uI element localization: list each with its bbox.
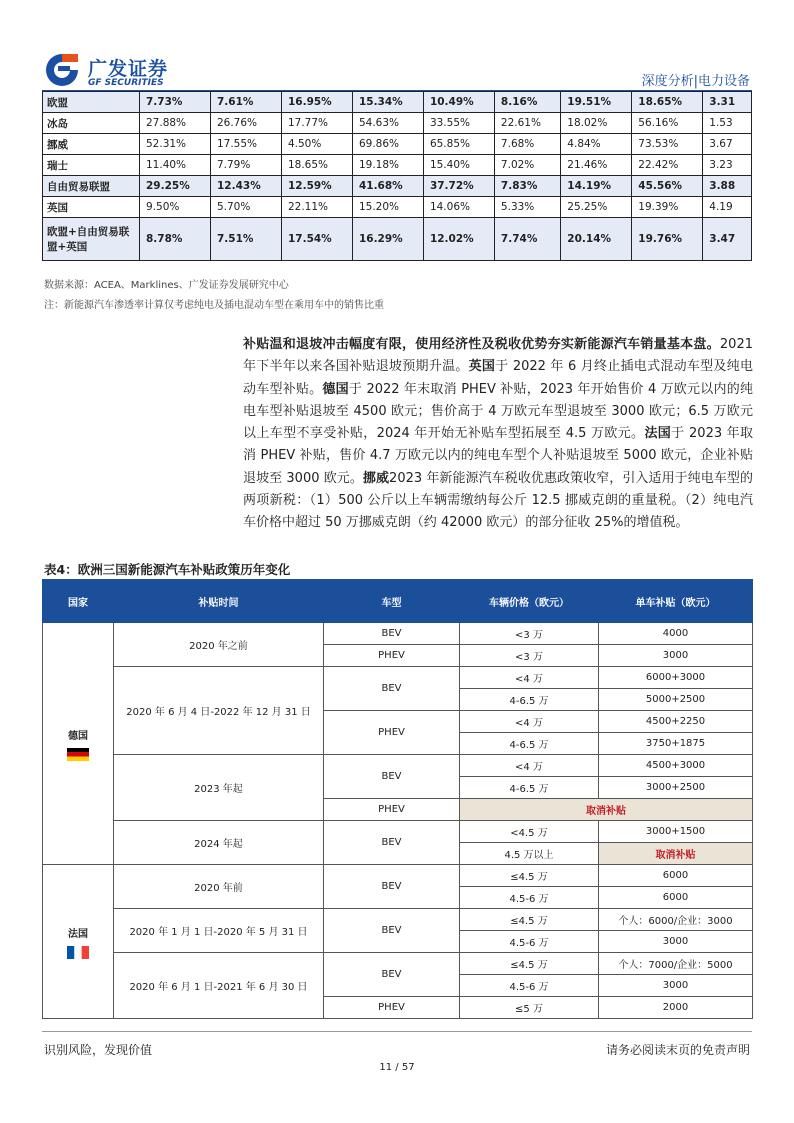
cell: 16.95% <box>281 92 352 113</box>
cell: 4.84% <box>561 134 632 155</box>
subsidy-cell: 6000 <box>599 865 753 887</box>
logo-english-text: GF SECURITIES <box>88 78 164 88</box>
cell: 7.61% <box>210 92 281 113</box>
model-cell: PHEV <box>324 997 460 1019</box>
subsidy-cell: 3000 <box>599 931 753 953</box>
cell: 19.51% <box>561 92 632 113</box>
subsidy-cell: 4500+2250 <box>599 711 753 733</box>
text-run: 于 2022 年 6 月终止插电式混动车型及纯电动车型补贴。 <box>243 359 753 397</box>
cell: 19.39% <box>632 197 703 218</box>
subsidy-policy-table <box>42 579 753 1019</box>
price-cell: ≤4.5 万 <box>460 909 599 931</box>
subsidy-cell: 2000 <box>599 997 753 1019</box>
table-row <box>43 113 752 134</box>
price-cell: 4.5 万以上 <box>460 843 599 865</box>
text-run: 2023 年新能源汽车税收优惠政策收窄，引入适用于纯电车型的两项新税：（1）500 公斤以上车辆需缴纳每公斤 12.5 挪威克朗的重量税。（2）纯电汽车价格中超过 50 万挪威克朗（约 42000 欧元）的部分征收 25%的增值税。 <box>243 470 753 531</box>
cell: 18.02% <box>561 113 632 134</box>
table-row <box>43 755 753 777</box>
subsidy-cell: 3000 <box>599 975 753 997</box>
report-category: 深度分析|电力设备 <box>641 74 750 89</box>
country-france: 法国 <box>68 928 88 940</box>
cell: 3.31 <box>703 92 752 113</box>
row-country: 欧盟+自由贸易联盟+英国 <box>43 218 140 261</box>
gf-logo-icon <box>44 52 80 88</box>
cell: 33.55% <box>423 113 494 134</box>
cell: 7.79% <box>210 155 281 176</box>
cell: 7.68% <box>494 134 560 155</box>
logo-chinese-text: 广发证券 <box>88 58 169 80</box>
cell: 7.02% <box>494 155 560 176</box>
cell: 19.76% <box>632 218 703 261</box>
cell: 37.72% <box>423 176 494 197</box>
cell: 65.85% <box>423 134 494 155</box>
cell: 45.56% <box>632 176 703 197</box>
row-country: 英国 <box>43 197 140 218</box>
page-number: 11 / 57 <box>379 1062 415 1073</box>
cell: 12.02% <box>423 218 494 261</box>
subsidy-cell: 5000+2500 <box>599 689 753 711</box>
period-cell: 2024 年起 <box>114 821 324 865</box>
subsidy-cell: 3750+1875 <box>599 733 753 755</box>
header-price: 车辆价格（欧元） <box>460 580 599 623</box>
model-cell: BEV <box>324 667 460 711</box>
model-cell: BEV <box>324 821 460 865</box>
subsidy-cancelled-cell: 取消补贴 <box>460 799 753 821</box>
cell: 5.33% <box>494 197 560 218</box>
text-run: 于 2023 年取消 PHEV 补贴，售价 4.7 万欧元以内的纯电车型个人补贴退坡至 5000 欧元，企业补贴退坡至 3000 欧元。 <box>243 426 753 486</box>
penetration-table <box>42 91 752 261</box>
source-note: 数据来源：ACEA、Marklines、广发证券发展研究中心 <box>44 280 289 291</box>
cell: 3.47 <box>703 218 752 261</box>
cell: 7.83% <box>494 176 560 197</box>
cell: 14.19% <box>561 176 632 197</box>
cell: 27.88% <box>140 113 211 134</box>
table-row <box>43 155 752 176</box>
cell: 15.40% <box>423 155 494 176</box>
cell: 12.43% <box>210 176 281 197</box>
cell: 7.74% <box>494 218 560 261</box>
row-country: 挪威 <box>43 134 140 155</box>
cell: 14.06% <box>423 197 494 218</box>
cell: 22.61% <box>494 113 560 134</box>
period-cell: 2020 年前 <box>114 865 324 909</box>
subsidy-cell: 3000 <box>599 645 753 667</box>
disclaimer-note: 请务必阅读末页的免责声明 <box>605 1043 750 1057</box>
cell: 25.25% <box>561 197 632 218</box>
country-no: 挪威 <box>362 470 390 486</box>
subsidy-cell: 6000+3000 <box>599 667 753 689</box>
cell: 22.42% <box>632 155 703 176</box>
price-cell: 4-6.5 万 <box>460 777 599 799</box>
model-cell: BEV <box>324 909 460 953</box>
period-cell: 2023 年起 <box>114 755 324 821</box>
table-row <box>43 667 753 689</box>
cell: 52.31% <box>140 134 211 155</box>
row-country: 自由贸易联盟 <box>43 176 140 197</box>
cell: 73.53% <box>632 134 703 155</box>
table-row <box>43 92 752 113</box>
cell: 9.50% <box>140 197 211 218</box>
subsidy-cell: 3000+2500 <box>599 777 753 799</box>
header-subsidy: 单车补贴（欧元） <box>599 580 753 623</box>
country-de: 德国 <box>322 381 349 397</box>
cell: 29.25% <box>140 176 211 197</box>
model-cell: PHEV <box>324 799 460 821</box>
cell: 56.16% <box>632 113 703 134</box>
price-cell: <4 万 <box>460 755 599 777</box>
price-cell: <4.5 万 <box>460 821 599 843</box>
table-row <box>43 821 753 843</box>
row-country: 欧盟 <box>43 92 140 113</box>
cell: 5.70% <box>210 197 281 218</box>
cell: 3.67 <box>703 134 752 155</box>
cell: 7.51% <box>210 218 281 261</box>
cell: 1.53 <box>703 113 752 134</box>
period-cell: 2020 年之前 <box>114 623 324 667</box>
cell: 10.49% <box>423 92 494 113</box>
subsidy-cell: 个人：7000/企业：5000 <box>599 953 753 975</box>
header-country: 国家 <box>43 580 114 623</box>
company-logo <box>44 52 204 92</box>
cell: 4.50% <box>281 134 352 155</box>
cell: 18.65% <box>281 155 352 176</box>
period-cell: 2020 年 6 月 4 日-2022 年 12 月 31 日 <box>114 667 324 755</box>
table-row <box>43 909 753 931</box>
germany-flag-icon <box>67 748 89 761</box>
cell: 21.46% <box>561 155 632 176</box>
model-cell: BEV <box>324 865 460 909</box>
footer-slogan: 识别风险，发现价值 <box>44 1043 153 1057</box>
table-row <box>43 176 752 197</box>
period-cell: 2020 年 6 月 1 日-2021 年 6 月 30 日 <box>114 953 324 1019</box>
model-cell: BEV <box>324 623 460 645</box>
subsidy-cell: 个人：6000/企业：3000 <box>599 909 753 931</box>
price-cell: <4 万 <box>460 667 599 689</box>
cell: 17.77% <box>281 113 352 134</box>
cell: 26.76% <box>210 113 281 134</box>
cell: 22.11% <box>281 197 352 218</box>
cell: 19.18% <box>352 155 423 176</box>
subsidy-cancelled-cell: 取消补贴 <box>599 843 753 865</box>
table-row <box>43 865 753 887</box>
price-cell: <4 万 <box>460 711 599 733</box>
country-france-cell <box>43 865 114 1019</box>
body-paragraph <box>243 334 753 535</box>
table-title: 表4：欧洲三国新能源汽车补贴政策历年变化 <box>44 562 291 577</box>
text-run: 2021 年下半年以来各国补贴退坡预期升温。 <box>243 337 753 375</box>
france-flag-icon <box>67 946 89 959</box>
cell: 54.63% <box>352 113 423 134</box>
price-cell: 4-6.5 万 <box>460 689 599 711</box>
paragraph-lead: 补贴温和退坡冲击幅度有限，使用经济性及税收优势夯实新能源汽车销量基本盘。 <box>243 337 720 352</box>
subsidy-cell: 3000+1500 <box>599 821 753 843</box>
footer-divider <box>42 1031 752 1032</box>
subsidy-cell: 6000 <box>599 887 753 909</box>
table-row <box>43 218 752 261</box>
table-row <box>43 197 752 218</box>
price-cell: 4.5-6 万 <box>460 975 599 997</box>
price-cell: ≤4.5 万 <box>460 865 599 887</box>
table-row <box>43 623 753 645</box>
cell: 16.29% <box>352 218 423 261</box>
cell: 69.86% <box>352 134 423 155</box>
cell: 41.68% <box>352 176 423 197</box>
price-cell: <3 万 <box>460 623 599 645</box>
row-country: 冰岛 <box>43 113 140 134</box>
table-row <box>43 953 753 975</box>
price-cell: 4-6.5 万 <box>460 733 599 755</box>
cell: 4.19 <box>703 197 752 218</box>
price-cell: 4.5-6 万 <box>460 931 599 953</box>
cell: 12.59% <box>281 176 352 197</box>
price-cell: <3 万 <box>460 645 599 667</box>
subsidy-cell: 4500+3000 <box>599 755 753 777</box>
country-fr: 法国 <box>644 426 672 442</box>
price-cell: ≤4.5 万 <box>460 953 599 975</box>
cell: 18.65% <box>632 92 703 113</box>
country-uk: 英国 <box>468 359 496 375</box>
model-cell: PHEV <box>324 711 460 755</box>
period-cell: 2020 年 1 月 1 日-2020 年 5 月 31 日 <box>114 909 324 953</box>
model-cell: PHEV <box>324 645 460 667</box>
country-germany: 德国 <box>68 730 88 742</box>
model-cell: BEV <box>324 953 460 997</box>
price-cell: 4.5-6 万 <box>460 887 599 909</box>
row-country: 瑞士 <box>43 155 140 176</box>
cell: 15.20% <box>352 197 423 218</box>
header-model: 车型 <box>324 580 460 623</box>
text-run: 于 2022 年末取消 PHEV 补贴，2023 年开始售价 4 万欧元以内的纯电车型补贴退坡至 4500 欧元；售价高于 4 万欧元车型退坡至 3000 欧元；6.5 万欧元以上车型不享受补贴，2024 年开始无补贴车型拓展至 4.5 万欧元。 <box>243 381 753 442</box>
cell: 3.88 <box>703 176 752 197</box>
cell: 7.73% <box>140 92 211 113</box>
cell: 17.54% <box>281 218 352 261</box>
table-row <box>43 134 752 155</box>
price-cell: ≤5 万 <box>460 997 599 1019</box>
cell: 8.78% <box>140 218 211 261</box>
header-period: 补贴时间 <box>114 580 324 623</box>
footnote: 注：新能源汽车渗透率计算仅考虑纯电及插电混动车型在乘用车中的销售比重 <box>44 300 384 311</box>
table-header-row <box>43 580 753 623</box>
cell: 20.14% <box>561 218 632 261</box>
cell: 3.23 <box>703 155 752 176</box>
cell: 8.16% <box>494 92 560 113</box>
cell: 11.40% <box>140 155 211 176</box>
country-germany-cell <box>43 623 114 865</box>
model-cell: BEV <box>324 755 460 799</box>
cell: 15.34% <box>352 92 423 113</box>
subsidy-cell: 4000 <box>599 623 753 645</box>
cell: 17.55% <box>210 134 281 155</box>
